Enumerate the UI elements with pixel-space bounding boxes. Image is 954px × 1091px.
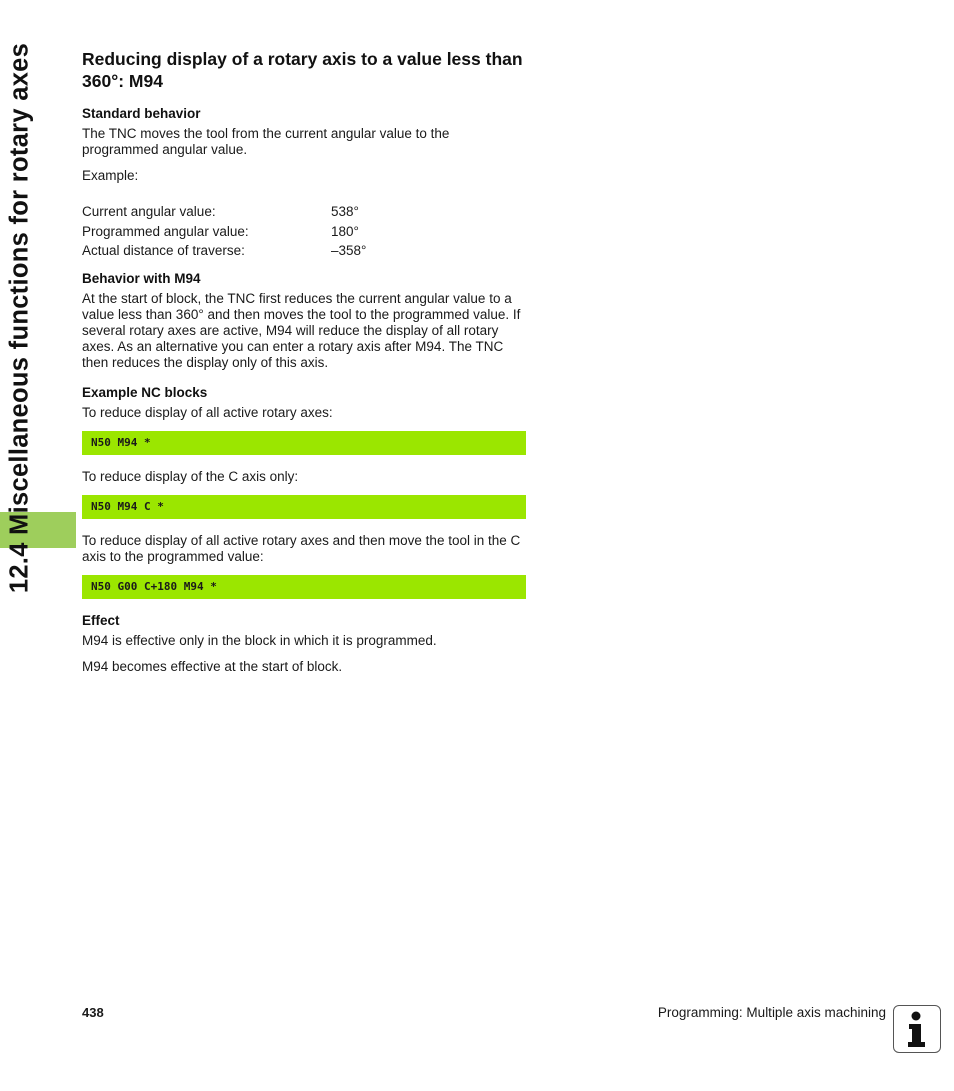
nc-intro-3: To reduce display of all active rotary axes and then move the tool in the C axis to the programmed value: bbox=[82, 532, 521, 564]
effect-heading: Effect bbox=[82, 612, 120, 628]
code-block-3: N50 G00 C+180 M94 * bbox=[82, 575, 526, 599]
info-glyph bbox=[894, 1006, 939, 1051]
row-label: Programmed angular value: bbox=[82, 223, 249, 239]
info-icon bbox=[893, 1005, 941, 1053]
row-value: –358° bbox=[331, 243, 367, 258]
standard-behavior-heading: Standard behavior bbox=[82, 106, 201, 121]
page-number: 438 bbox=[82, 1005, 104, 1020]
code-block-1: N50 M94 * bbox=[82, 431, 526, 455]
nc-intro-1: To reduce display of all active rotary axes: bbox=[82, 404, 333, 420]
m94-behavior-text: At the start of block, the TNC first reduces the current angular value to a value less than 360° and then moves the tool to the programmed value. If several rotary axes are active, M94 will reduce the display of all rotary axes. As an alternative you can enter a rotary axis after M94. The TNC then reduces the display only of this axis. bbox=[82, 290, 521, 370]
nc-intro-2: To reduce display of the C axis only: bbox=[82, 468, 299, 484]
angular-values-table bbox=[82, 202, 528, 261]
main-content bbox=[82, 48, 528, 685]
row-value: 538° bbox=[331, 204, 359, 219]
effect-line-1: M94 is effective only in the block in which it is programmed. bbox=[82, 632, 437, 648]
effect-line-2: M94 becomes effective at the start of block. bbox=[82, 658, 343, 674]
chapter-sidebar-title: 12.4 Miscellaneous functions for rotary axes bbox=[5, 42, 34, 594]
table-row bbox=[82, 222, 528, 242]
chapter-footer-title: Programming: Multiple axis machining bbox=[657, 1005, 886, 1020]
row-label: Current angular value: bbox=[82, 204, 216, 219]
table-row bbox=[82, 202, 528, 222]
example-label: Example: bbox=[82, 168, 139, 183]
code-block-2: N50 M94 C * bbox=[82, 495, 526, 519]
standard-behavior-text: The TNC moves the tool from the current angular value to the programmed angular value. bbox=[82, 126, 450, 157]
m94-behavior-heading: Behavior with M94 bbox=[82, 270, 201, 286]
row-value: 180° bbox=[331, 223, 359, 239]
nc-blocks-heading: Example NC blocks bbox=[82, 384, 208, 400]
row-label: Actual distance of traverse: bbox=[82, 243, 245, 258]
section-heading: Reducing display of a rotary axis to a value less than 360°: M94 bbox=[82, 49, 523, 91]
table-row bbox=[82, 241, 528, 261]
